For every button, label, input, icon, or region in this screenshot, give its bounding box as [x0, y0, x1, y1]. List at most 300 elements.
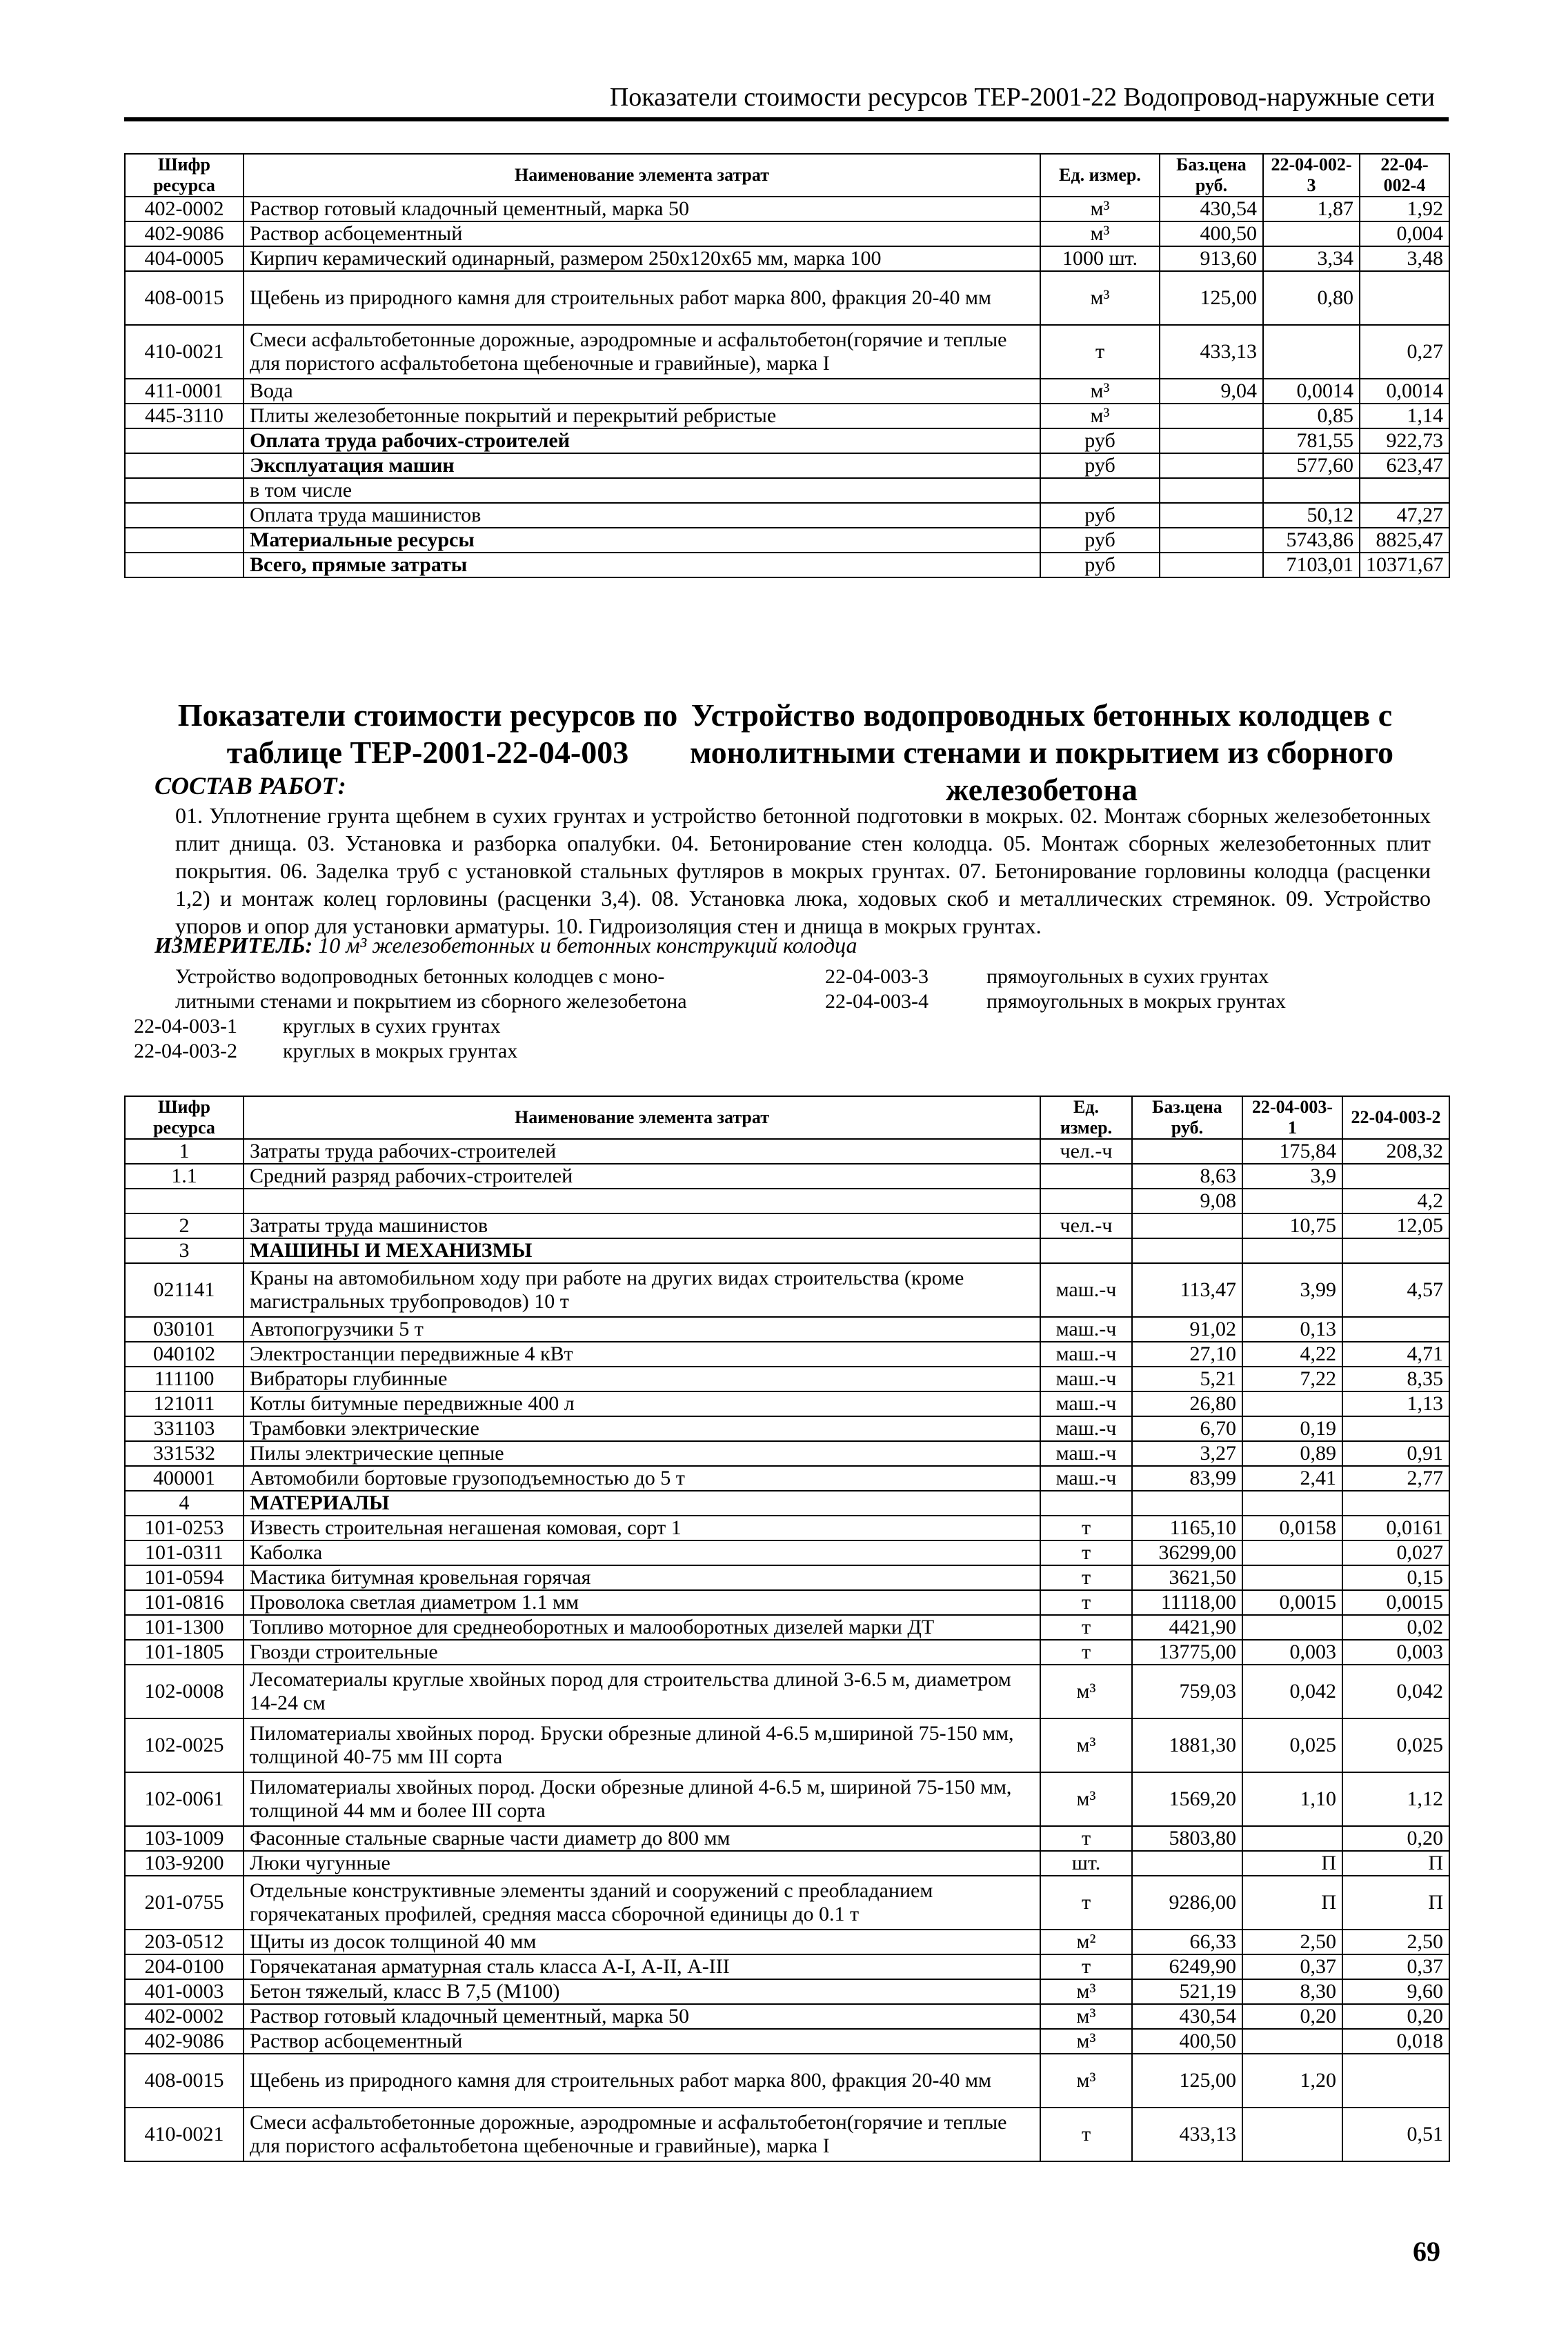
norm-value-cell: 0,042 [1242, 1665, 1342, 1718]
norm-value-cell: 4,71 [1342, 1342, 1449, 1367]
norm-value-cell: 0,003 [1342, 1640, 1449, 1665]
resource-name-cell: Лесоматериалы круглые хвойных пород для строительства длиной 3-6.5 м, диаметром 14-24 см [244, 1665, 1040, 1718]
unit-cell: маш.-ч [1040, 1416, 1132, 1441]
table-row [125, 197, 1449, 221]
norm-value-cell: 4,57 [1342, 1263, 1449, 1317]
norm-value-cell: 0,018 [1342, 2029, 1449, 2054]
norm-value-cell [1242, 1391, 1342, 1416]
base-price-cell: 1165,10 [1132, 1516, 1242, 1540]
unit-cell: м³ [1040, 1979, 1132, 2004]
norm-value-cell [1360, 271, 1449, 325]
table-row [125, 1718, 1449, 1772]
norm-value-cell: 0,02 [1342, 1615, 1449, 1640]
column-header: Шифр ресурса [125, 1096, 244, 1139]
resource-name-cell: Раствор готовый кладочный цементный, марка 50 [244, 197, 1040, 221]
base-price-cell: 8,63 [1132, 1164, 1242, 1189]
norm-value-cell: 0,0015 [1242, 1590, 1342, 1615]
resource-code-cell: 3 [125, 1238, 244, 1263]
base-price-cell: 913,60 [1160, 246, 1263, 271]
norm-value-cell: 5743,86 [1263, 528, 1360, 553]
resource-code-cell [125, 503, 244, 528]
meter-value: 10 м³ железобетонных и бетонных конструкций колодца [318, 933, 857, 958]
norm-value-cell: 2,41 [1242, 1466, 1342, 1491]
norm-value-cell: 0,20 [1342, 1826, 1449, 1851]
resource-code-cell: 411-0001 [125, 379, 244, 404]
base-price-cell [1160, 428, 1263, 453]
resource-name-cell: Пиломатериалы хвойных пород. Доски обрезные длиной 4-6.5 м, шириной 75-150 мм, толщиной 44 мм и более III сорта [244, 1772, 1040, 1826]
top-resource-table [124, 153, 1450, 578]
norm-value-cell: 1,13 [1342, 1391, 1449, 1416]
resource-code-cell: 410-0021 [125, 2108, 244, 2161]
table-row [125, 1317, 1449, 1342]
table-row [125, 2004, 1449, 2029]
resource-code-cell: 102-0008 [125, 1665, 244, 1718]
norm-value-cell: 0,37 [1342, 1954, 1449, 1979]
resource-name-cell: Люки чугунные [244, 1851, 1040, 1876]
resource-code-cell: 101-1805 [125, 1640, 244, 1665]
norm-value-cell: 4,22 [1242, 1342, 1342, 1367]
norm-value-cell [1242, 1238, 1342, 1263]
base-price-cell: 1881,30 [1132, 1718, 1242, 1772]
table-row [125, 1979, 1449, 2004]
base-price-cell: 6,70 [1132, 1416, 1242, 1441]
norm-value-cell: 0,80 [1263, 271, 1360, 325]
column-header: Наименование элемента затрат [244, 154, 1040, 197]
resource-name-cell: Краны на автомобильном ходу при работе на других видах строительства (кроме магистральных трубопроводов) 10 т [244, 1263, 1040, 1317]
norm-value-cell: 0,003 [1242, 1640, 1342, 1665]
unit-cell: т [1040, 325, 1160, 379]
unit-cell: м³ [1040, 197, 1160, 221]
resource-name-cell: Каболка [244, 1540, 1040, 1565]
unit-cell: руб [1040, 428, 1160, 453]
norm-value-cell: 1,10 [1242, 1772, 1342, 1826]
resource-code-cell: 101-0816 [125, 1590, 244, 1615]
base-price-cell: 91,02 [1132, 1317, 1242, 1342]
base-price-cell [1160, 404, 1263, 428]
norm-value-cell [1242, 1189, 1342, 1213]
norm-value-cell [1242, 1565, 1342, 1590]
unit-cell: маш.-ч [1040, 1466, 1132, 1491]
resource-name-cell: Бетон тяжелый, класс В 7,5 (М100) [244, 1979, 1040, 2004]
resource-name-cell: Трамбовки электрические [244, 1416, 1040, 1441]
norm-value-cell: 7,22 [1242, 1367, 1342, 1391]
norm-value-cell: 0,85 [1263, 404, 1360, 428]
table-row [125, 1876, 1449, 1930]
unit-cell: маш.-ч [1040, 1391, 1132, 1416]
table-row [125, 1516, 1449, 1540]
bottom-table-body [125, 1139, 1449, 2161]
unit-cell: м³ [1040, 1772, 1132, 1826]
norm-value-cell: 4,2 [1342, 1189, 1449, 1213]
base-price-cell [1160, 503, 1263, 528]
table-row [125, 1139, 1449, 1164]
resource-code-cell: 402-9086 [125, 2029, 244, 2054]
base-price-cell: 430,54 [1160, 197, 1263, 221]
base-price-cell: 83,99 [1132, 1466, 1242, 1491]
table-row [125, 1665, 1449, 1718]
base-price-cell: 11118,00 [1132, 1590, 1242, 1615]
resource-code-cell: 1 [125, 1139, 244, 1164]
norm-value-cell: 12,05 [1342, 1213, 1449, 1238]
resource-code-cell: 121011 [125, 1391, 244, 1416]
norm-value-cell [1342, 2054, 1449, 2108]
resource-code-cell [125, 428, 244, 453]
norm-value-cell: 0,20 [1342, 2004, 1449, 2029]
unit-cell: маш.-ч [1040, 1317, 1132, 1342]
base-price-cell [1132, 1238, 1242, 1263]
norm-value-cell: 577,60 [1263, 453, 1360, 478]
unit-cell: т [1040, 1590, 1132, 1615]
unit-cell: руб [1040, 553, 1160, 577]
table-row [125, 1640, 1449, 1665]
resource-code-cell: 101-0253 [125, 1516, 244, 1540]
norm-value-cell: 2,50 [1242, 1930, 1342, 1954]
resource-code-cell: 2 [125, 1213, 244, 1238]
resource-name-cell: Электростанции передвижные 4 кВт [244, 1342, 1040, 1367]
norm-value-cell: 0,13 [1242, 1317, 1342, 1342]
unit-cell: м³ [1040, 1718, 1132, 1772]
table-row [125, 325, 1449, 379]
norm-value-cell [1242, 1615, 1342, 1640]
table-row [125, 1954, 1449, 1979]
norm-value-cell: 1,14 [1360, 404, 1449, 428]
table-row [125, 1342, 1449, 1367]
norm-value-cell: 208,32 [1342, 1139, 1449, 1164]
table-row [125, 1441, 1449, 1466]
resource-code-cell: 4 [125, 1491, 244, 1516]
variant-code: 22-04-003-4 [825, 990, 929, 1013]
norm-value-cell: 0,0014 [1360, 379, 1449, 404]
table-row [125, 1189, 1449, 1213]
resource-name-cell: Оплата труда рабочих-строителей [244, 428, 1040, 453]
base-price-cell: 3621,50 [1132, 1565, 1242, 1590]
resource-name-cell: Затраты труда рабочих-строителей [244, 1139, 1040, 1164]
resource-name-cell: Щебень из природного камня для строительных работ марка 800, фракция 20-40 мм [244, 271, 1040, 325]
norm-value-cell [1360, 478, 1449, 503]
table-row [125, 1263, 1449, 1317]
norm-value-cell [1242, 1826, 1342, 1851]
unit-cell: руб [1040, 528, 1160, 553]
norm-value-cell: 9,60 [1342, 1979, 1449, 2004]
norm-value-cell: 0,15 [1342, 1565, 1449, 1590]
norm-value-cell: 0,51 [1342, 2108, 1449, 2161]
unit-cell [1040, 478, 1160, 503]
base-price-cell: 125,00 [1132, 2054, 1242, 2108]
base-price-cell: 66,33 [1132, 1930, 1242, 1954]
resource-code-cell: 402-9086 [125, 221, 244, 246]
resource-code-cell: 331103 [125, 1416, 244, 1441]
table-row [125, 1772, 1449, 1826]
table-row [125, 221, 1449, 246]
column-header: 22-04-003-1 [1242, 1096, 1342, 1139]
base-price-cell [1132, 1491, 1242, 1516]
table-row [125, 404, 1449, 428]
unit-cell [1040, 1238, 1132, 1263]
base-price-cell: 9,08 [1132, 1189, 1242, 1213]
unit-cell: маш.-ч [1040, 1367, 1132, 1391]
resource-code-cell [125, 553, 244, 577]
norm-value-cell: П [1242, 1876, 1342, 1930]
norm-value-cell: 0,91 [1342, 1441, 1449, 1466]
column-header: Ед. измер. [1040, 1096, 1132, 1139]
resource-code-cell: 021141 [125, 1263, 244, 1317]
section-title-left: Показатели стоимости ресурсов по таблице ТЕР-2001-22-04-003 [177, 697, 678, 770]
base-price-cell: 113,47 [1132, 1263, 1242, 1317]
base-price-cell: 521,19 [1132, 1979, 1242, 2004]
base-price-cell: 9,04 [1160, 379, 1263, 404]
norm-value-cell [1242, 2029, 1342, 2054]
variant-desc: прямоугольных в мокрых грунтах [986, 990, 1286, 1013]
base-price-cell: 400,50 [1132, 2029, 1242, 2054]
unit-cell: т [1040, 2108, 1132, 2161]
column-header: Баз.цена руб. [1132, 1096, 1242, 1139]
table-row [125, 1238, 1449, 1263]
table-row [125, 553, 1449, 577]
table-row [125, 1164, 1449, 1189]
resource-code-cell: 331532 [125, 1441, 244, 1466]
norm-value-cell: 0,0014 [1263, 379, 1360, 404]
unit-cell: м³ [1040, 379, 1160, 404]
resource-code-cell: 201-0755 [125, 1876, 244, 1930]
resource-name-cell: Пиломатериалы хвойных пород. Бруски обрезные длиной 4-6.5 м,шириной 75-150 мм, толщиной 40-75 мм III сорта [244, 1718, 1040, 1772]
base-price-cell: 433,13 [1160, 325, 1263, 379]
norm-value-cell: 0,042 [1342, 1665, 1449, 1718]
norm-value-cell: 922,73 [1360, 428, 1449, 453]
base-price-cell: 400,50 [1160, 221, 1263, 246]
unit-cell: маш.-ч [1040, 1441, 1132, 1466]
base-price-cell: 6249,90 [1132, 1954, 1242, 1979]
unit-cell [1040, 1491, 1132, 1516]
column-header: Баз.цена руб. [1160, 154, 1263, 197]
resource-code-cell: 111100 [125, 1367, 244, 1391]
table-row [125, 1466, 1449, 1491]
meter-line [155, 933, 857, 958]
unit-cell: т [1040, 1826, 1132, 1851]
resource-code-cell: 103-1009 [125, 1826, 244, 1851]
norm-value-cell: 10,75 [1242, 1213, 1342, 1238]
resource-name-cell: Щебень из природного камня для строительных работ марка 800, фракция 20-40 мм [244, 2054, 1040, 2108]
unit-cell: маш.-ч [1040, 1342, 1132, 1367]
table-row [125, 528, 1449, 553]
norm-value-cell: 47,27 [1360, 503, 1449, 528]
resource-name-cell: Смеси асфальтобетонные дорожные, аэродромные и асфальтобетон(горячие и теплые для пористого асфальтобетона щебеночные и гравийные), марка I [244, 2108, 1040, 2161]
norm-value-cell: П [1342, 1851, 1449, 1876]
base-price-cell: 27,10 [1132, 1342, 1242, 1367]
column-header: Ед. измер. [1040, 154, 1160, 197]
resource-code-cell [125, 453, 244, 478]
resource-name-cell: МАТЕРИАЛЫ [244, 1491, 1040, 1516]
page-number: 69 [1413, 2236, 1440, 2267]
unit-cell [1040, 1189, 1132, 1213]
variant-code: 22-04-003-2 [134, 1040, 237, 1062]
table-row [125, 1391, 1449, 1416]
resource-code-cell: 101-0594 [125, 1565, 244, 1590]
resource-code-cell: 1.1 [125, 1164, 244, 1189]
norm-value-cell: 0,89 [1242, 1441, 1342, 1466]
top-table-body [125, 197, 1449, 577]
unit-cell: чел.-ч [1040, 1139, 1132, 1164]
table-row [125, 1851, 1449, 1876]
norm-value-cell: 7103,01 [1263, 553, 1360, 577]
bottom-resource-table [124, 1096, 1450, 2162]
table-row [125, 2054, 1449, 2108]
unit-cell: м³ [1040, 2054, 1132, 2108]
base-price-cell [1160, 453, 1263, 478]
header-rule [124, 117, 1449, 121]
resource-code-cell: 030101 [125, 1317, 244, 1342]
resource-name-cell: Фасонные стальные сварные части диаметр до 800 мм [244, 1826, 1040, 1851]
column-header: Наименование элемента затрат [244, 1096, 1040, 1139]
unit-cell: м³ [1040, 404, 1160, 428]
resource-name-cell: Пилы электрические цепные [244, 1441, 1040, 1466]
unit-cell: т [1040, 1876, 1132, 1930]
norm-value-cell: 1,20 [1242, 2054, 1342, 2108]
table-row [125, 2029, 1449, 2054]
table-row [125, 1367, 1449, 1391]
unit-cell: т [1040, 1954, 1132, 1979]
base-price-cell: 13775,00 [1132, 1640, 1242, 1665]
table-row [125, 1213, 1449, 1238]
norm-value-cell [1263, 325, 1360, 379]
table-row [125, 1590, 1449, 1615]
norm-value-cell: 2,50 [1342, 1930, 1449, 1954]
resource-name-cell: Отдельные конструктивные элементы зданий и сооружений с преобладанием горячекатаных профилей, средняя масса сборочной единицы до 0.1 т [244, 1876, 1040, 1930]
variants-intro: литными стенами и покрытием из сборного железобетона [175, 990, 687, 1013]
resource-code-cell [125, 478, 244, 503]
resource-name-cell: в том числе [244, 478, 1040, 503]
resource-code-cell: 402-0002 [125, 197, 244, 221]
resource-name-cell: Проволока светлая диаметром 1.1 мм [244, 1590, 1040, 1615]
base-price-cell [1132, 1213, 1242, 1238]
resource-name-cell: Щиты из досок толщиной 40 мм [244, 1930, 1040, 1954]
resource-name-cell: Горячекатаная арматурная сталь класса А-I, А-II, А-III [244, 1954, 1040, 1979]
resource-code-cell: 408-0015 [125, 271, 244, 325]
base-price-cell [1160, 478, 1263, 503]
base-price-cell [1160, 528, 1263, 553]
table-row [125, 478, 1449, 503]
resource-code-cell: 408-0015 [125, 2054, 244, 2108]
norm-value-cell [1342, 1317, 1449, 1342]
resource-name-cell: Раствор асбоцементный [244, 2029, 1040, 2054]
unit-cell: маш.-ч [1040, 1263, 1132, 1317]
resource-name-cell: МАШИНЫ И МЕХАНИЗМЫ [244, 1238, 1040, 1263]
resource-name-cell: Материальные ресурсы [244, 528, 1040, 553]
norm-value-cell [1342, 1491, 1449, 1516]
norm-value-cell: 3,48 [1360, 246, 1449, 271]
unit-cell: м³ [1040, 271, 1160, 325]
norm-value-cell: 1,92 [1360, 197, 1449, 221]
norm-value-cell: 623,47 [1360, 453, 1449, 478]
norm-value-cell: 50,12 [1263, 503, 1360, 528]
base-price-cell: 759,03 [1132, 1665, 1242, 1718]
norm-value-cell: 0,0015 [1342, 1590, 1449, 1615]
table-row [125, 1826, 1449, 1851]
unit-cell: 1000 шт. [1040, 246, 1160, 271]
resource-name-cell: Известь строительная негашеная комовая, сорт 1 [244, 1516, 1040, 1540]
unit-cell: м³ [1040, 221, 1160, 246]
table-row [125, 2108, 1449, 2161]
table-row [125, 1565, 1449, 1590]
resource-name-cell [244, 1189, 1040, 1213]
norm-value-cell [1242, 1491, 1342, 1516]
resource-code-cell: 040102 [125, 1342, 244, 1367]
resource-name-cell: Топливо моторное для среднеоборотных и малооборотных дизелей марки ДТ [244, 1615, 1040, 1640]
unit-cell: т [1040, 1640, 1132, 1665]
norm-value-cell: 8,30 [1242, 1979, 1342, 2004]
norm-value-cell [1263, 478, 1360, 503]
base-price-cell [1160, 553, 1263, 577]
unit-cell: м³ [1040, 2029, 1132, 2054]
base-price-cell: 4421,90 [1132, 1615, 1242, 1640]
resource-name-cell: Вибраторы глубинные [244, 1367, 1040, 1391]
resource-name-cell: Вода [244, 379, 1040, 404]
norm-value-cell [1242, 1540, 1342, 1565]
base-price-cell: 430,54 [1132, 2004, 1242, 2029]
table-row [125, 1930, 1449, 1954]
norm-value-cell: 781,55 [1263, 428, 1360, 453]
base-price-cell: 3,27 [1132, 1441, 1242, 1466]
base-price-cell: 433,13 [1132, 2108, 1242, 2161]
resource-code-cell: 101-0311 [125, 1540, 244, 1565]
resource-code-cell: 410-0021 [125, 325, 244, 379]
column-header: 22-04-002-4 [1360, 154, 1449, 197]
norm-value-cell: 8825,47 [1360, 528, 1449, 553]
norm-value-cell: 175,84 [1242, 1139, 1342, 1164]
variants-intro: Устройство водопроводных бетонных колодцев с моно- [175, 965, 665, 988]
norm-value-cell [1342, 1416, 1449, 1441]
resource-code-cell: 402-0002 [125, 2004, 244, 2029]
work-composition-heading: СОСТАВ РАБОТ: [155, 772, 346, 800]
resource-code-cell [125, 528, 244, 553]
base-price-cell [1132, 1139, 1242, 1164]
unit-cell: м³ [1040, 2004, 1132, 2029]
variant-desc: круглых в сухих грунтах [283, 1015, 501, 1038]
base-price-cell [1132, 1851, 1242, 1876]
variant-code: 22-04-003-1 [134, 1015, 237, 1038]
resource-name-cell: Плиты железобетонные покрытий и перекрытий ребристые [244, 404, 1040, 428]
variant-desc: круглых в мокрых грунтах [283, 1040, 518, 1062]
unit-cell: т [1040, 1540, 1132, 1565]
norm-value-cell: 0,20 [1242, 2004, 1342, 2029]
norm-value-cell: 0,19 [1242, 1416, 1342, 1441]
variant-desc: прямоугольных в сухих грунтах [986, 965, 1269, 988]
base-price-cell: 5803,80 [1132, 1826, 1242, 1851]
table-row [125, 503, 1449, 528]
table-row [125, 271, 1449, 325]
unit-cell [1040, 1164, 1132, 1189]
norm-value-cell: 0,0158 [1242, 1516, 1342, 1540]
unit-cell: м² [1040, 1930, 1132, 1954]
norm-value-cell: 3,34 [1263, 246, 1360, 271]
variant-code: 22-04-003-3 [825, 965, 929, 988]
table-row [125, 379, 1449, 404]
table-row [125, 428, 1449, 453]
norm-value-cell: 0,37 [1242, 1954, 1342, 1979]
section-title-right: Устройство водопроводных бетонных колодцев с монолитными стенами и покрытием из сборного железобетона [689, 697, 1394, 807]
resource-name-cell: Автомобили бортовые грузоподъемностью до 5 т [244, 1466, 1040, 1491]
base-price-cell: 36299,00 [1132, 1540, 1242, 1565]
table-row [125, 453, 1449, 478]
resource-code-cell: 204-0100 [125, 1954, 244, 1979]
resource-name-cell: Эксплуатация машин [244, 453, 1040, 478]
resource-name-cell: Смеси асфальтобетонные дорожные, аэродромные и асфальтобетон(горячие и теплые для пористого асфальтобетона щебеночные и гравийные), марка I [244, 325, 1040, 379]
base-price-cell: 125,00 [1160, 271, 1263, 325]
resource-name-cell: Мастика битумная кровельная горячая [244, 1565, 1040, 1590]
resource-code-cell: 404-0005 [125, 246, 244, 271]
resource-name-cell: Оплата труда машинистов [244, 503, 1040, 528]
resource-code-cell: 101-1300 [125, 1615, 244, 1640]
norm-value-cell: 0,025 [1342, 1718, 1449, 1772]
